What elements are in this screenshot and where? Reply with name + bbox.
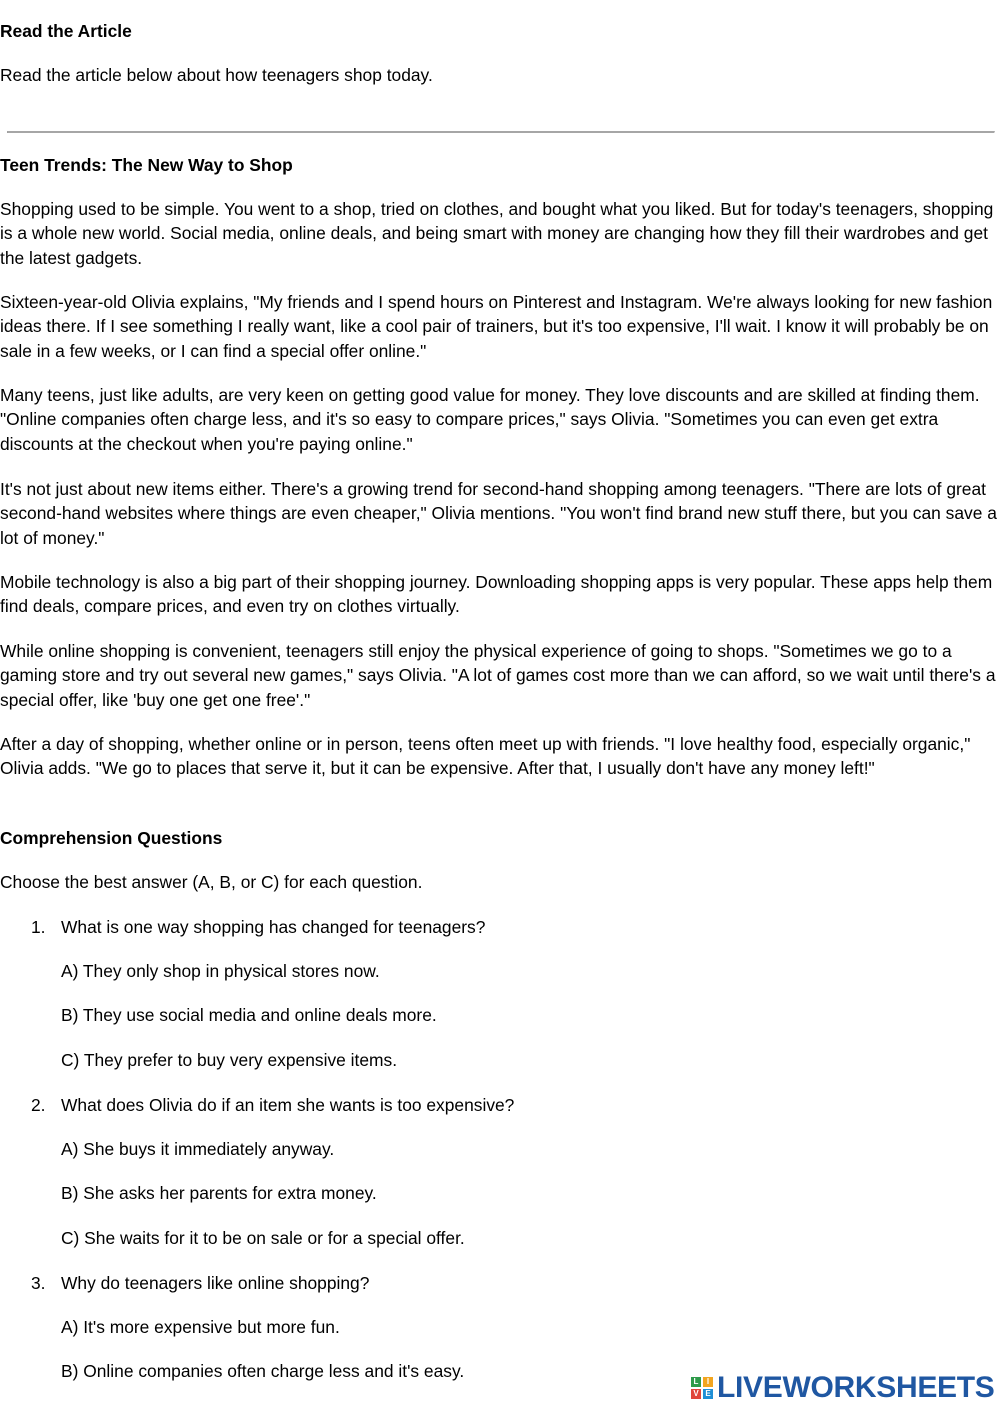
section-title-questions: Comprehension Questions <box>0 828 223 848</box>
read-instruction: Read the article below about how teenagers shop today. <box>0 65 433 85</box>
answer-option-b[interactable]: B) They use social media and online deals more. <box>61 1005 437 1025</box>
section-title-read: Read the Article <box>0 21 132 41</box>
answer-option-a[interactable]: A) She buys it immediately anyway. <box>61 1139 335 1159</box>
question-number: 3. <box>31 1273 46 1293</box>
answer-option-b[interactable]: B) Online companies often charge less and it's easy. <box>61 1361 465 1381</box>
liveworksheets-logo <box>691 1372 995 1404</box>
question-text: Why do teenagers like online shopping? <box>61 1273 370 1293</box>
article-paragraph-7: After a day of shopping, whether online or in person, teens often meet up with friends. "I love healthy food, especially organic," Olivia adds. "We go to places that serve it, but it can be expensive. After that, I usually don't have any money left!" <box>0 734 971 779</box>
logo-mark-letter: L <box>691 1377 701 1387</box>
question-number: 2. <box>31 1095 46 1115</box>
article-paragraph-4: It's not just about new items either. There's a growing trend for second-hand shopping among teenagers. "There are lots of great second-hand websites where things are even cheaper," Olivia mentions. "You won't find brand new stuff there, but you can save a lot of money." <box>0 479 997 548</box>
article-paragraph-6: While online shopping is convenient, teenagers still enjoy the physical experience of going to shops. "Sometimes we go to a gaming store and try out several new games," says Olivia. "A lot of games cost more than we can afford, so we wait until there's a special offer, like 'buy one get one free'." <box>0 641 996 710</box>
article-paragraph-3: Many teens, just like adults, are very keen on getting good value for money. They love discounts and are skilled at finding them. "Online companies often charge less, and it's so easy to compare prices," says Olivia. "Sometimes you can even get extra discounts at the checkout when you're paying online." <box>0 385 980 454</box>
question-number: 1. <box>31 917 46 937</box>
answer-option-c[interactable]: C) She waits for it to be on sale or for a special offer. <box>61 1228 465 1248</box>
answer-option-b[interactable]: B) She asks her parents for extra money. <box>61 1183 377 1203</box>
answer-option-a[interactable]: A) It's more expensive but more fun. <box>61 1317 340 1337</box>
answer-option-a[interactable]: A) They only shop in physical stores now. <box>61 961 380 981</box>
logo-mark-letter: I <box>703 1377 713 1387</box>
article-title: Teen Trends: The New Way to Shop <box>0 155 293 175</box>
logo-mark-letter: V <box>691 1389 701 1399</box>
article-paragraph-2: Sixteen-year-old Olivia explains, "My friends and I spend hours on Pinterest and Instagram. We're always looking for new fashion ideas there. If I see something I really want, like a cool pair of trainers, but it's too expensive, I'll wait. I know it will probably be on sale in a few weeks, or I can find a special offer online." <box>0 292 993 361</box>
logo-wordmark: LIVEWORKSHEETS <box>717 1371 995 1404</box>
questions-instruction: Choose the best answer (A, B, or C) for each question. <box>0 872 423 892</box>
article-paragraph-1: Shopping used to be simple. You went to a shop, tried on clothes, and bought what you liked. But for today's teenagers, shopping is a whole new world. Social media, online deals, and being smart with money are changing how they fill their wardrobes and get the latest gadgets. <box>0 199 994 268</box>
logo-mark-letter: E <box>703 1389 713 1399</box>
liveworksheets-mark-icon <box>691 1377 713 1399</box>
article-paragraph-5: Mobile technology is also a big part of their shopping journey. Downloading shopping apps is very popular. These apps help them find deals, compare prices, and even try on clothes virtually. <box>0 572 993 617</box>
answer-option-c[interactable]: C) They prefer to buy very expensive items. <box>61 1050 398 1070</box>
question-text: What does Olivia do if an item she wants is too expensive? <box>61 1095 515 1115</box>
question-text: What is one way shopping has changed for teenagers? <box>61 917 486 937</box>
divider <box>7 131 995 133</box>
